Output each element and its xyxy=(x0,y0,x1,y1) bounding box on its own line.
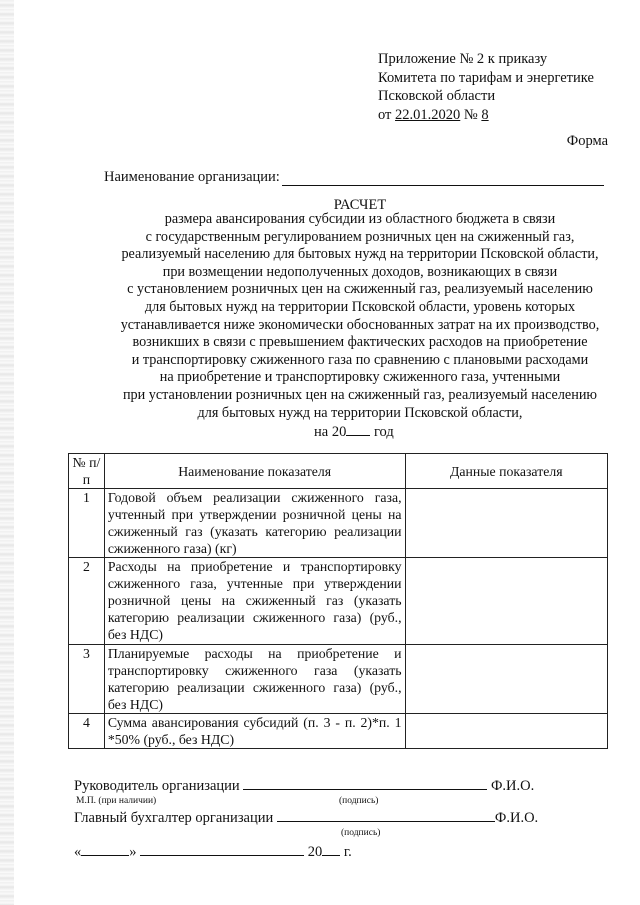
year-line xyxy=(314,423,394,441)
year-suffix: год xyxy=(370,424,394,440)
subject-line: при установлении розничных цен на сжиженный газ, реализуемый населению xyxy=(122,386,598,403)
indicators-table xyxy=(68,453,608,749)
date-quote-close: » xyxy=(129,844,137,860)
row-data-cell[interactable] xyxy=(405,489,607,558)
head-label: Руководитель организации xyxy=(74,778,240,794)
appendix-line: Псковской области xyxy=(378,88,496,104)
scan-edge-artifact xyxy=(0,0,14,905)
organization-field xyxy=(104,169,604,186)
header-data: Данные показателя xyxy=(405,454,607,489)
accountant-sign-note: (подпись) xyxy=(341,828,381,838)
subject-line: и транспортировку сжиженного газа по сравнению с плановыми расходами xyxy=(131,351,589,368)
organization-blank[interactable] xyxy=(282,171,604,186)
document-title: РАСЧЕТ xyxy=(333,197,387,213)
subject-line: для бытовых нужд на территории Псковской области, уровень которых xyxy=(144,298,576,315)
accountant-signature-blank[interactable] xyxy=(277,808,495,822)
subject-line: для бытовых нужд на территории Псковской области, xyxy=(197,404,523,421)
accountant-label: Главный бухгалтер организации xyxy=(74,810,274,826)
year-prefix: на 20 xyxy=(314,424,347,440)
table-row xyxy=(69,489,608,558)
order-date: 22.01.2020 xyxy=(395,106,461,123)
appendix-block xyxy=(378,50,594,124)
appendix-line: Приложение № 2 к приказу xyxy=(378,51,548,67)
row-data-cell[interactable] xyxy=(405,558,607,645)
accountant-signature-line xyxy=(74,808,538,827)
date-quote-open: « xyxy=(74,844,82,860)
header-name: Наименование показателя xyxy=(104,454,405,489)
day-blank[interactable] xyxy=(81,842,129,856)
subject-line: при возмещении недополученных доходов, возникающих в связи xyxy=(162,263,558,280)
row-indicator: Годовой объем реализации сжиженного газа, учтенный при утверждении розничной цены на сжиженный газ (указать категорию реализации сжиженного газа) (кг) xyxy=(104,489,405,558)
row-data-cell[interactable] xyxy=(405,714,607,749)
row-num: 3 xyxy=(69,645,105,714)
table-row xyxy=(69,558,608,645)
year-blank[interactable] xyxy=(346,423,370,436)
row-data-cell[interactable] xyxy=(405,645,607,714)
subject-line: устанавливается ниже экономически обоснованных затрат на их производство, xyxy=(120,316,600,333)
subject-line: размера авансирования субсидии из областного бюджета в связи xyxy=(164,211,556,227)
head-fio: Ф.И.О. xyxy=(490,778,535,794)
head-signature-blank[interactable] xyxy=(243,776,487,790)
month-blank[interactable] xyxy=(140,842,304,856)
organization-label: Наименование организации: xyxy=(104,169,280,185)
subject-line: возникших в связи с превышением фактических расходов на приобретение xyxy=(132,334,588,351)
appendix-line: Комитета по тарифам и энергетике xyxy=(378,69,594,86)
document-subject xyxy=(60,211,640,422)
accountant-fio: Ф.И.О. xyxy=(494,810,539,826)
table-header-row xyxy=(69,454,608,489)
order-number: 8 xyxy=(481,106,489,123)
table-row xyxy=(69,645,608,714)
row-num: 2 xyxy=(69,558,105,645)
subject-line: с установлением розничных цен на сжиженный газ, реализуемый населению xyxy=(127,281,593,298)
subject-line: на приобретение и транспортировку сжиженного газа, учтенными xyxy=(159,369,561,386)
header-num: № п/п xyxy=(69,454,105,489)
table-row xyxy=(69,714,608,749)
appendix-from: от xyxy=(378,106,396,123)
head-signature-line xyxy=(74,776,534,795)
row-num: 4 xyxy=(69,714,105,749)
date-year-blank[interactable] xyxy=(322,842,340,856)
appendix-date-line xyxy=(378,106,594,125)
appendix-number-prefix: № xyxy=(460,106,482,123)
date-year-suffix: г. xyxy=(340,844,352,860)
subject-line: реализуемый населению для бытовых нужд на территории Псковской области, xyxy=(121,246,599,263)
date-line xyxy=(74,842,352,861)
date-year-prefix: 20 xyxy=(307,844,323,860)
row-indicator: Планируемые расходы на приобретение и транспортировку сжиженного газа (указать категорию реализации сжиженного газа) (руб., без НДС) xyxy=(104,645,405,714)
row-indicator: Сумма авансирования субсидий (п. 3 - п. 2)*п. 1 *50% (руб., без НДС) xyxy=(104,714,405,749)
form-label: Форма xyxy=(566,133,608,149)
head-sign-note: (подпись) xyxy=(339,796,379,806)
row-indicator: Расходы на приобретение и транспортировку сжиженного газа, учтенные при утверждении розничной цены на сжиженный газ (указать категорию реализации сжиженного газа) (руб., без НДС) xyxy=(104,558,405,645)
subject-line: с государственным регулированием розничных цен на сжиженный газ, xyxy=(145,228,575,245)
stamp-note: М.П. (при наличии) xyxy=(76,796,157,806)
row-num: 1 xyxy=(69,489,105,558)
